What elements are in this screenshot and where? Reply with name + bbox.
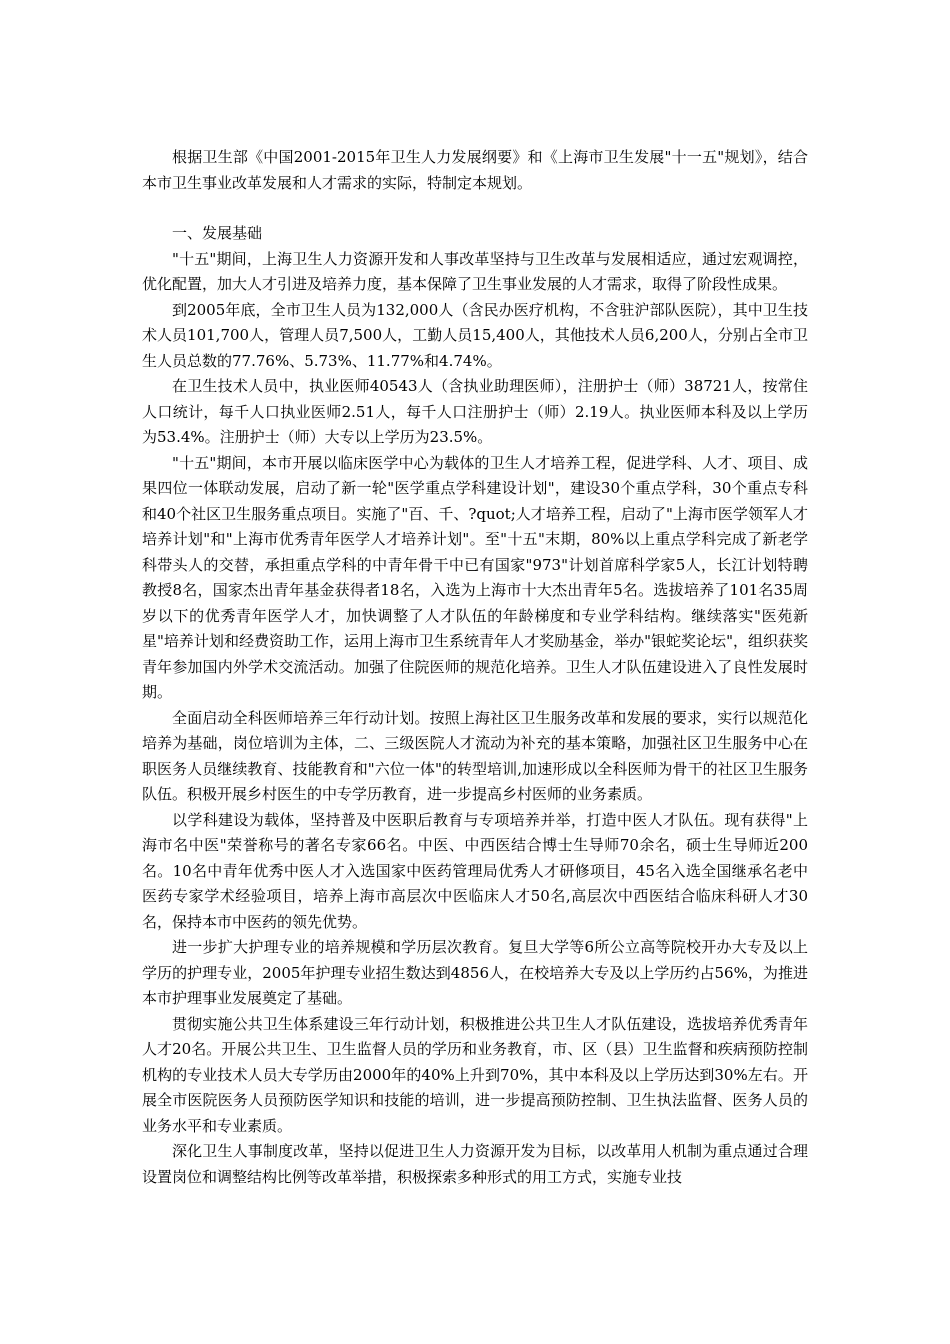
body-paragraph: "十五"期间，本市开展以临床医学中心为载体的卫生人才培养工程，促进学科、人才、项目、成果四位一体联动发展，启动了新一轮"医学重点学科建设计划"，建设30个重点学科，30个重点专科和40个社区卫生服务重点项目。实施了"百、千、?quot;人才培养工程，启动了"上海市医学领军人才培养计划"和"上海市优秀青年医学人才培养计划"。至"十五"末期，80%以上重点学科完成了新老学科带头人的交替，承担重点学科的中青年骨干中已有国家"973"计划首席科学家5人，长江计划特聘教授8名，国家杰出青年基金获得者18名，入选为上海市十大杰出青年5名。选拔培养了101名35周岁以下的优秀青年医学人才，加快调整了人才队伍的年龄梯度和专业学科结构。继续落实"医苑新星"培养计划和经费资助工作，运用上海市卫生系统青年人才奖励基金，举办"银蛇奖论坛"，组织获奖青年参加国内外学术交流活动。加强了住院医师的规范化培养。卫生人才队伍建设进入了良性发展时期。 <box>142 453 808 701</box>
body-paragraph: 深化卫生人事制度改革，坚持以促进卫生人力资源开发为目标，以改革用人机制为重点通过合理设置岗位和调整结构比例等改革举措，积极探索多种形式的用工方式，实施专业技 <box>142 1142 808 1186</box>
body-paragraph: 在卫生技术人员中，执业医师40543人（含执业助理医师），注册护士（师）38721人，按常住人口统计，每千人口执业医师2.51人，每千人口注册护士（师）2.19人。执业医师本科及以上学历为53.4%。注册护士（师）大专以上学历为23.5%。 <box>142 377 808 446</box>
body-paragraph: 贯彻实施公共卫生体系建设三年行动计划，积极推进公共卫生人才队伍建设，选拔培养优秀青年人才20名。开展公共卫生、卫生监督人员的学历和业务教育，市、区（县）卫生监督和疾病预防控制机构的专业技术人员大专学历由2000年的40%上升到70%，其中本科及以上学历达到30%左右。开展全市医院医务人员预防医学知识和技能的培训，进一步提高预防控制、卫生执法监督、医务人员的业务水平和专业素质。 <box>142 1014 808 1135</box>
body-paragraph: 进一步扩大护理专业的培养规模和学历层次教育。复旦大学等6所公立高等院校开办大专及以上学历的护理专业，2005年护理专业招生数达到4856人，在校培养大专及以上学历约占56%，为推进本市护理事业发展奠定了基础。 <box>142 938 808 1007</box>
body-paragraph: "十五"期间，上海卫生人力资源开发和人事改革坚持与卫生改革与发展相适应，通过宏观调控，优化配置，加大人才引进及培养力度，基本保障了卫生事业发展的人才需求，取得了阶段性成果。 <box>142 249 808 293</box>
document-body <box>142 145 808 1190</box>
body-paragraph: 以学科建设为载体，坚持普及中医职后教育与专项培养并举，打造中医人才队伍。现有获得"上海市名中医"荣誉称号的著名专家66名。中医、中西医结合博士生导师70余名，硕士生导师近200名。10名中青年优秀中医人才入选国家中医药管理局优秀人才研修项目，45名入选全国继承名老中医药专家学术经验项目，培养上海市高层次中医临床人才50名,高层次中西医结合临床科研人才30名，保持本市中医药的领先优势。 <box>142 810 808 931</box>
section-heading: 一、发展基础 <box>172 224 263 242</box>
intro-paragraph: 根据卫生部《中国2001-2015年卫生人力发展纲要》和《上海市卫生发展"十一五"规划》，结合本市卫生事业改革发展和人才需求的实际，特制定本规划。 <box>142 148 808 192</box>
body-paragraph: 全面启动全科医师培养三年行动计划。按照上海社区卫生服务改革和发展的要求，实行以规范化培养为基础，岗位培训为主体，二、三级医院人才流动为补充的基本策略，加强社区卫生服务中心在职医务人员继续教育、技能教育和"六位一体"的转型培训,加速形成以全科医师为骨干的社区卫生服务队伍。积极开展乡村医生的中专学历教育，进一步提高乡村医师的业务素质。 <box>142 708 808 803</box>
body-paragraph: 到2005年底，全市卫生人员为132,000人（含民办医疗机构，不含驻沪部队医院），其中卫生技术人员101,700人，管理人员7,500人，工勤人员15,400人，其他技术人员6,200人，分别占全市卫生人员总数的77.76%、5.73%、11.77%和4.74%。 <box>142 300 808 370</box>
